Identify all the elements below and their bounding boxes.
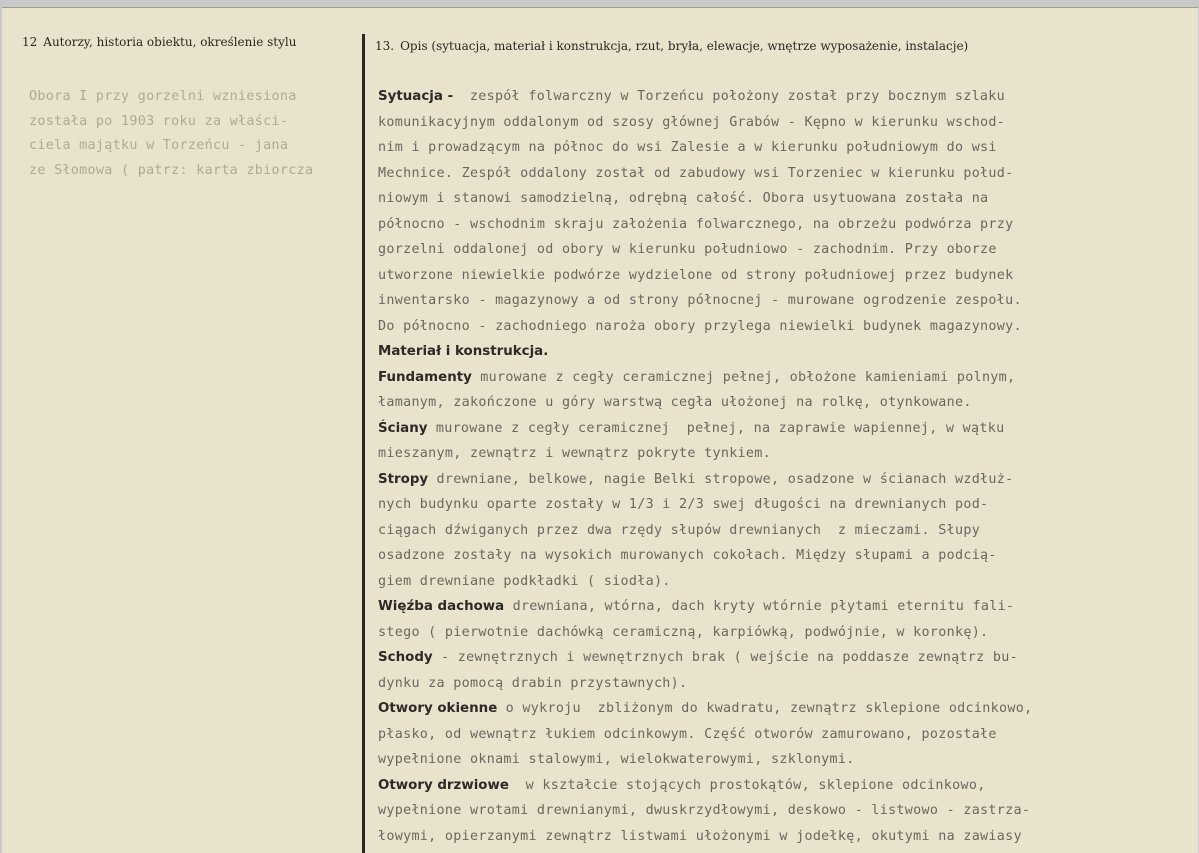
description-text-run: drewniane, belkowe, nagie Belki stropowe, osadzone w ścianach wzdłuż- bbox=[428, 471, 1014, 487]
description-text-run: - zewnętrznych i wewnętrznych brak ( wejście na poddasze zewnątrz bu- bbox=[432, 650, 1018, 665]
description-line bbox=[378, 314, 1178, 340]
description-text-run: łamanym, zakończone u góry warstwą cegła ułożonej na rolkę, otynkowane. bbox=[378, 395, 972, 410]
description-text-run: inwentarsko - magazynowy a od strony północnej - murowane ogrodzenie zespołu. bbox=[378, 293, 1022, 308]
description-text-run: gorzelni oddalonej od obory w kierunku południowo - zachodnim. Przy oborze bbox=[378, 242, 997, 257]
description-text-run: murowane z cegły ceramicznej pełnej, obłożone kamieniami polnym, bbox=[471, 369, 1016, 385]
description-text-run: płasko, od wewnątrz łukiem odcinkowym. Część otworów zamurowano, pozostałe bbox=[378, 726, 997, 742]
subsection-heading: Więźba dachowa bbox=[378, 599, 505, 614]
description-line bbox=[378, 186, 1178, 212]
top-rule bbox=[2, 7, 1198, 8]
description-line bbox=[378, 798, 1178, 824]
section-13-number: 13. bbox=[375, 39, 395, 53]
section-12-title: Autorzy, historia obiektu, określenie stylu bbox=[43, 35, 297, 49]
description-line bbox=[378, 161, 1178, 187]
description-line bbox=[378, 365, 1178, 391]
description-text-run: niowym i stanowi samodzielną, odrębną całość. Obora usytuowana została na bbox=[378, 191, 989, 206]
description-line bbox=[378, 237, 1178, 263]
description-text-run: drewniana, wtórna, dach kryty wtórnie płytami eternitu fali- bbox=[504, 599, 1015, 614]
description-line bbox=[378, 441, 1178, 467]
description-text-run: mieszanym, zewnątrz i wewnątrz pokryte tynkiem. bbox=[378, 446, 772, 461]
subsection-heading: Schody bbox=[378, 650, 433, 665]
subsection-heading: Otwory okienne bbox=[378, 701, 498, 716]
description-text-run: o wykroju zbliżonym do kwadratu, zewnątrz sklepione odcinkowo, bbox=[497, 701, 1033, 716]
description-line bbox=[378, 263, 1178, 289]
description-text-run: zespół folwarczny w Torzeńcu położony został przy bocznym szlaku bbox=[453, 89, 1006, 104]
description-text-run: dynku za pomocą drabin przystawnych). bbox=[378, 675, 688, 691]
description-text-run: giem drewniane podkładki ( siodła). bbox=[378, 573, 671, 589]
description-line bbox=[378, 492, 1178, 518]
description-line bbox=[378, 671, 1178, 697]
description-line bbox=[378, 212, 1178, 238]
description-text-run: łowymi, opierzanymi zewnątrz listwami ułożonymi w jodełkę, okutymi na zawiasy bbox=[378, 828, 1022, 844]
description-text-run: wypełnione wrotami drewnianymi, dwuskrzydłowymi, deskowo - listwowo - zastrza- bbox=[378, 803, 1031, 818]
column-divider bbox=[362, 34, 365, 853]
description-line bbox=[378, 569, 1178, 595]
description-line bbox=[378, 135, 1178, 161]
description-line bbox=[378, 288, 1178, 314]
description-line bbox=[378, 543, 1178, 569]
description-line bbox=[378, 620, 1178, 646]
description-text-run: utworzone niewielkie podwórze wydzielone od strony południowej przez budynek bbox=[378, 267, 1014, 283]
section-12-number: 12 bbox=[22, 35, 38, 49]
description-text-run: ciągach dźwiganych przez dwa rzędy słupów drewnianych z mieczami. Słupy bbox=[378, 522, 981, 538]
description-line bbox=[378, 824, 1178, 850]
description-text-run: stego ( pierwotnie dachówką ceramiczną, karpiówką, podwójnie, w koronkę). bbox=[378, 624, 989, 640]
description-text-run: wypełnione oknami stalowymi, wielokwaterowymi, szklonymi. bbox=[378, 752, 855, 767]
description-text-run: nych budynku oparte zostały w 1/3 i 2/3 swej długości na drewnianych pod- bbox=[378, 497, 989, 512]
description-line bbox=[378, 773, 1178, 799]
subsection-heading: Otwory drzwiowe bbox=[378, 777, 509, 793]
description-line bbox=[378, 722, 1178, 748]
description-text-run: w kształcie stojących prostokątów, sklepione odcinkowo, bbox=[508, 777, 986, 793]
description-text-run: nim i prowadzącym na północ do wsi Zalesie a w kierunku południowym do wsi bbox=[378, 140, 997, 155]
description-line bbox=[378, 416, 1178, 442]
section-13-title: Opis (sytuacja, materiał i konstrukcja, rzut, bryła, elewacje, wnętrze wyposażenie, instalacje) bbox=[400, 39, 969, 53]
archival-record-card bbox=[2, 7, 1198, 853]
description-line bbox=[378, 339, 1178, 365]
description-line bbox=[378, 645, 1178, 671]
description-line bbox=[378, 747, 1178, 773]
section-12-header bbox=[22, 35, 296, 49]
description-line bbox=[378, 467, 1178, 493]
description-line bbox=[378, 518, 1178, 544]
description-text-run: komunikacyjnym oddalonym od szosy głównej Grabów - Kępno w kierunku wschod- bbox=[378, 114, 1006, 130]
description-text-run: osadzone zostały na wysokich murowanych cokołach. Między słupami a podcią- bbox=[378, 548, 997, 563]
description-text-run: murowane z cegły ceramicznej pełnej, na zaprawie wapiennej, w wątku bbox=[427, 420, 1005, 436]
authors-history-text: Obora I przy gorzelni wzniesiona została po 1903 roku za właści- ciela majątku w Torzeńcu - jana ze Słomowa ( patrz: karta zbiorcza bbox=[29, 89, 314, 178]
description-text-run: Mechnice. Zespół oddalony został od zabudowy wsi Torzeniec w kierunku połud- bbox=[378, 165, 1014, 181]
description-line bbox=[378, 390, 1178, 416]
description-text bbox=[378, 84, 1178, 849]
description-line bbox=[378, 594, 1178, 620]
description-line bbox=[378, 110, 1178, 136]
subsection-heading: Ściany bbox=[378, 420, 428, 436]
subsection-heading: Materiał i konstrukcja. bbox=[378, 344, 549, 359]
description-line bbox=[378, 84, 1178, 110]
description-text-run: Do północno - zachodniego naroża obory przylega niewielki budynek magazynowy. bbox=[378, 318, 1022, 334]
description-text-run: północno - wschodnim skraju założenia folwarcznego, na obrzeżu podwórza przy bbox=[378, 216, 1014, 232]
subsection-heading: Sytuacja - bbox=[378, 89, 454, 104]
subsection-heading: Stropy bbox=[378, 471, 429, 487]
description-line bbox=[378, 696, 1178, 722]
section-13-header bbox=[375, 39, 968, 53]
subsection-heading: Fundamenty bbox=[378, 369, 472, 385]
